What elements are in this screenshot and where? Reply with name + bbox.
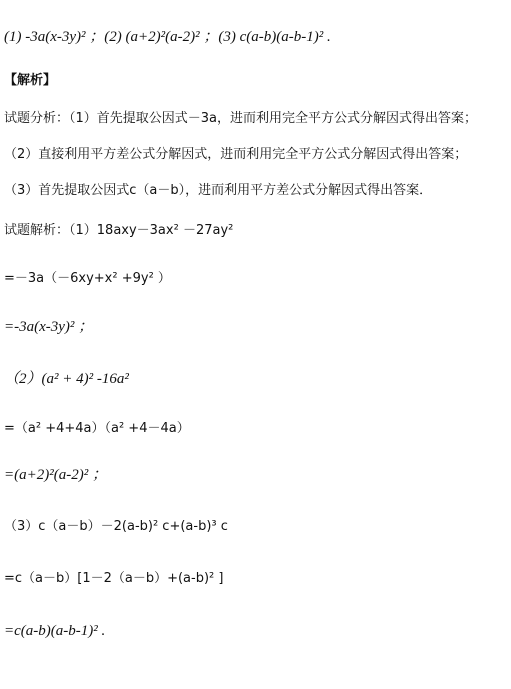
section-heading: 【解析】 xyxy=(4,73,57,88)
solution-step-4: （2）(a² + 4)² -16a² xyxy=(4,371,129,387)
solution-step-8: =c（a－b）[1－2（a－b）+(a-b)² ] xyxy=(4,571,224,586)
solution-step-2: =－3a（－6xy+x² +9y² ） xyxy=(4,271,171,286)
solution-step-3: =-3a(x-3y)² ； xyxy=(4,319,94,335)
analysis-line-1: 试题分析：（1）首先提取公因式－3a，进而利用完全平方公式分解因式得出答案； xyxy=(4,111,478,126)
solution-step-9: =c(a-b)(a-b-1)² . xyxy=(4,623,106,639)
solution-step-7: （3）c（a－b）－2(a-b)² c+(a-b)³ c xyxy=(4,519,228,534)
solution-step-1: 试题解析：（1）18axy－3ax² －27ay² xyxy=(4,223,234,238)
solution-step-6: =(a+2)²(a-2)² ； xyxy=(4,467,107,483)
analysis-line-2: （2）直接利用平方差公式分解因式，进而利用完全平方公式分解因式得出答案； xyxy=(4,147,468,162)
answer-line: (1) -3a(x-3y)² ；(2) (a+2)²(a-2)² ；(3) c(a-b)(a-b-1)² . xyxy=(4,29,331,45)
solution-step-5: =（a² +4+4a）（a² +4－4a） xyxy=(4,421,190,436)
analysis-line-3: （3）首先提取公因式c（a－b），进而利用平方差公式分解因式得出答案． xyxy=(4,183,433,198)
